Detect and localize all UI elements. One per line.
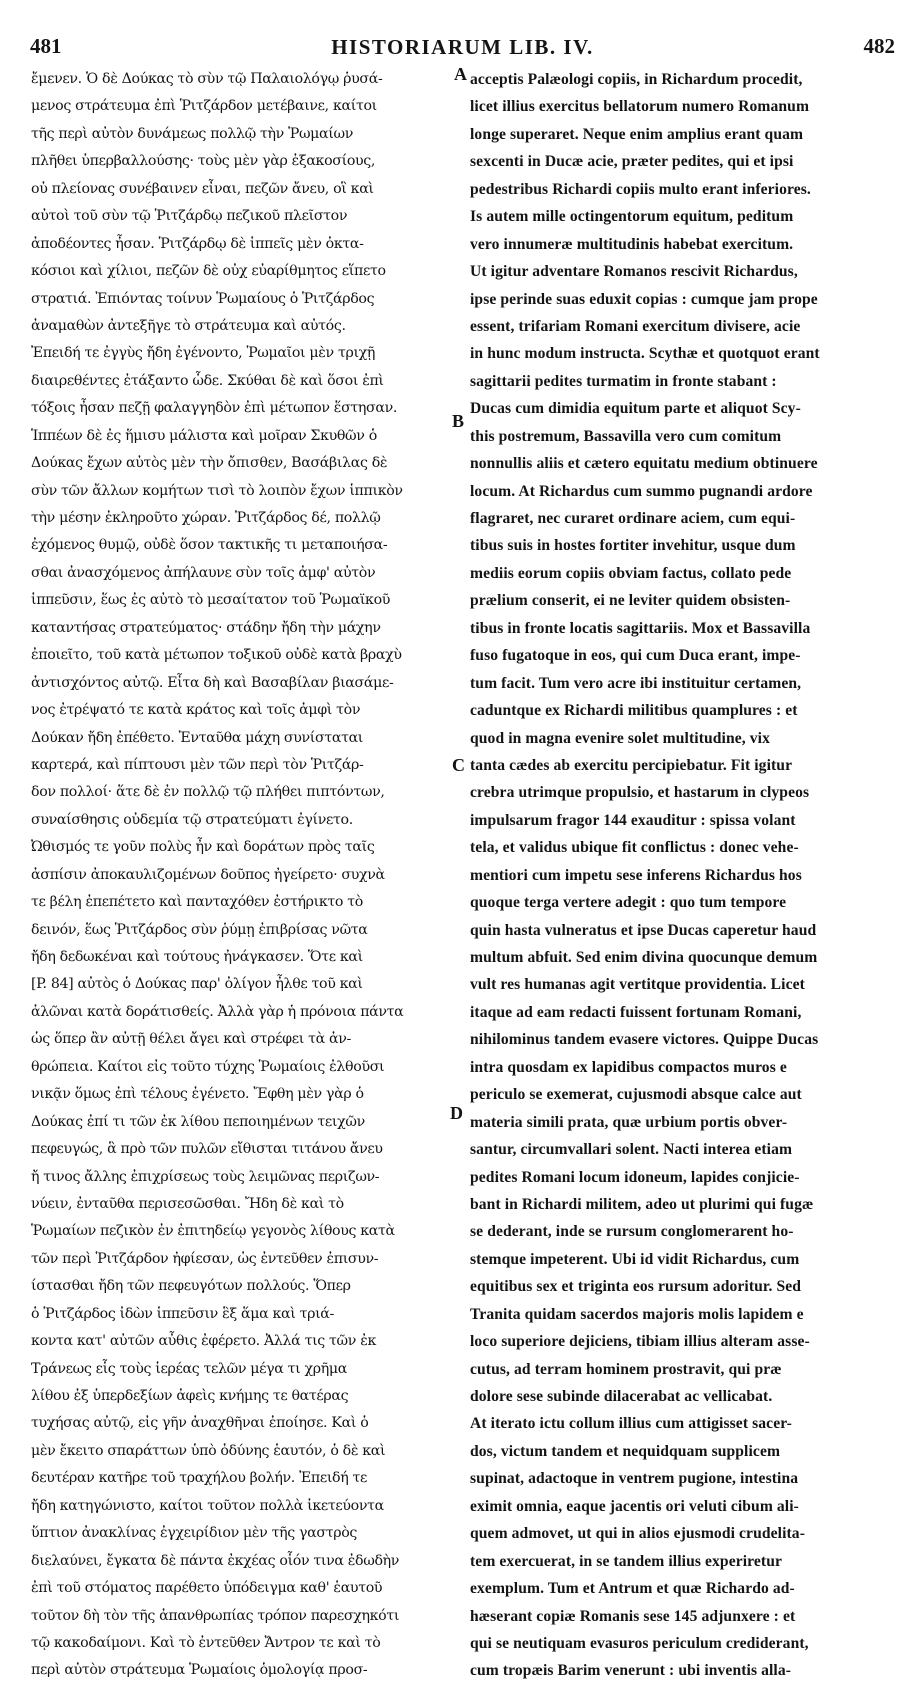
text-line: αὐτοὶ τοῦ σὺν τῷ Ῥιτζάρδῳ πεζικοῦ πλεῖστον: [31, 208, 348, 225]
running-title: HISTORIARUM LIB. IV.: [331, 35, 594, 59]
text-line: supinat, adactoque in ventrem pugione, intestina: [470, 1470, 799, 1488]
text-line: περὶ αὐτὸν στράτευμα Ῥωμαίοις ὁμολογίᾳ προσ-: [31, 1662, 368, 1679]
text-line: σθαι ἀνασχόμενος ἀπήλαυνε σὺν τοῖς ἀμφ' αὐτὸν: [31, 564, 376, 581]
page-number-right: 482: [863, 34, 895, 58]
text-line: ἤδη δεδωκέναι καὶ τούτους ἠνάγκασεν. Ὅτε καὶ: [31, 949, 363, 965]
text-line: tum facit. Tum vero acre ibi instituitur certamen,: [470, 674, 802, 692]
text-line: tanta cædes ab exercitu percipiebatur. Fit igitur: [470, 756, 793, 774]
text-line: materia simili prata, quæ urbium portis obver-: [470, 1113, 788, 1131]
margin-letter-a: A: [454, 64, 467, 84]
text-line: ἐποιεῖτο, τοῦ κατὰ μέτωπον τοξικοῦ οὐδὲ κατὰ βραχὺ: [31, 647, 402, 664]
text-line: δευτέραν κατῆρε τοῦ τραχήλου βολήν. Ἐπειδή τε: [31, 1470, 368, 1487]
text-line: dos, victum tandem et nequidquam supplicem: [470, 1442, 781, 1460]
text-line: κοντα κατ' αὐτῶν αὖθις ἐφέρετο. Ἀλλά τις τῶν ἐκ: [31, 1333, 376, 1350]
margin-letter-b: B: [452, 411, 465, 431]
text-line: intra quosdam ex lapidibus compactos muros e: [470, 1058, 787, 1076]
text-line: Ut igitur adventare Romanos rescivit Richardus,: [470, 263, 798, 281]
text-line: loco superiore dejiciens, tibiam illius alteram asse-: [470, 1333, 810, 1351]
text-line: ἤδη κατηγώνιστο, καίτοι τοῦτον πολλὰ ἱκετεύοντα: [31, 1497, 384, 1514]
text-line: νικᾷν ὅμως ἐπὶ τέλους ἐγένετο. Ἔφθη μὲν γὰρ ὁ: [31, 1086, 364, 1103]
text-line: Tranita quidam sacerdos majoris molis lapidem e: [470, 1305, 804, 1323]
text-line: ἤ τινος ἄλλης ἐπιχρίσεως τοὺς λειμῶνας περιζων-: [31, 1168, 380, 1185]
text-line: this postremum, Bassavilla vero cum comitum: [470, 427, 782, 445]
text-line: periculo se exemerat, cujusmodi absque calce aut: [470, 1086, 802, 1104]
margin-letter-c: C: [452, 755, 465, 775]
text-line: stemque impeterent. Ubi id vidit Richardus, cum: [470, 1250, 800, 1268]
text-line: licet illius exercitus bellatorum numero Romanum: [470, 98, 810, 116]
text-line: καταντήσας στρατεύματος· στάδην ἤδη τὴν μάχην: [31, 619, 381, 636]
text-line: ἀποδέοντες ἦσαν. Ῥιτζάρδῳ δὲ ἱππεῖς μὲν ὀκτα-: [31, 235, 364, 252]
text-line: in hunc modum instructa. Scythæ et quotquot erant: [470, 345, 820, 363]
text-line: τόξοις ἦσαν πεζῇ φαλαγγηδὸν ἐπὶ μέτωπον ἕστησαν.: [31, 400, 398, 417]
text-line: ipse perinde suas eduxit copias : cumque jam prope: [470, 290, 818, 308]
text-line: Is autem mille octingentorum equitum, peditum: [470, 208, 794, 226]
text-line: ὕπτιον ἀνακλίνας ἐγχειρίδιον μὲν τῆς γαστρὸς: [31, 1525, 357, 1542]
text-line: ἀσπίσιν ἀποκαυλιζομένων δοῦπος ἠγείρετο· συχνὰ: [31, 866, 385, 883]
text-line: ἱππεῦσιν, ἕως ἐς αὐτὸ τὸ μεσαίτατον τοῦ Ῥωμαϊκοῦ: [31, 592, 391, 609]
text-line: quod in magna evenire solet multitudine, vix: [470, 729, 770, 747]
text-line: ἀντισχόντος αὐτῷ. Εἶτα δὴ καὶ Βασαβίλαν βιασάμε-: [31, 674, 394, 691]
text-line: δον πολλοί· ἅτε δὲ ἐν πολλῷ τῷ πλήθει πιπτόντων,: [31, 784, 385, 801]
text-line: Ἱππέων δὲ ἐς ἥμισυ μάλιστα καὶ μοῖραν Σκυθῶν ὁ: [31, 427, 377, 444]
text-line: tela, et validus ubique fit conflictus : donec vehe-: [470, 839, 799, 857]
text-line: santur, circumvallari solent. Nacti interea etiam: [470, 1141, 793, 1159]
text-line: Δούκαν ἤδη ἐπέθετο. Ἐνταῦθα μάχη συνίσταται: [31, 729, 364, 746]
text-line: pedestribus Richardi copiis multo erant inferiores.: [470, 180, 811, 198]
text-line: καρτερά, καὶ πίπτουσι μὲν τῶν περὶ τὸν Ῥιτζάρ-: [31, 756, 364, 773]
text-line: sexcenti in Ducæ acie, præter pedites, qui et ipsi: [470, 153, 794, 171]
text-line: δεινόν, ἕως Ῥιτζάρδος σὺν ῥύμῃ ἐπιβρίσας νῶτα: [31, 921, 368, 938]
text-line: caduntque ex Richardi militibus quamplures : et: [470, 702, 798, 720]
margin-letter-d: D: [450, 1103, 463, 1123]
text-line: ὁ Ῥιτζάρδος ἰδὼν ἱππεῦσιν ἓξ ἅμα καὶ τριά-: [31, 1305, 334, 1322]
text-line: quem admovet, ut qui in alios ejusmodi crudelita-: [470, 1525, 805, 1543]
text-line: nihilominus tandem evasere victores. Quippe Ducas: [470, 1031, 819, 1049]
text-line: τοῦτον δὴ τὸν τῆς ἀπανθρωπίας τρόπον παρεσχηκότι: [31, 1607, 400, 1624]
text-line: κόσιοι καὶ χίλιοι, πεζῶν δὲ οὐχ εὐαρίθμητος εἵπετο: [31, 263, 386, 280]
text-line: hæserant copiæ Romanis sese 145 adjunxere : et: [470, 1607, 796, 1625]
text-line: οὐ πλείονας συνέβαινεν εἶναι, πεζῶν ἄνευ, οἳ καὶ: [31, 180, 374, 197]
text-line: λίθου ἐξ ὑπερδεξίων ἀφεὶς κνήμης τε θατέρας: [31, 1388, 349, 1404]
text-line: nonnullis aliis et cætero equitatu medium obtinuere: [470, 455, 818, 473]
text-line: τῆς περὶ αὐτὸν δυνάμεως πολλῷ τὴν Ῥωμαίων: [31, 125, 353, 142]
text-line: multum abfuit. Sed enim divina quocunque demum: [470, 949, 818, 966]
text-line: flagraret, nec curaret ordinare aciem, cum equi-: [470, 510, 796, 527]
text-line: vult res humanas agit vertitque providentia. Licet: [470, 976, 805, 994]
text-line: Δούκας ἔχων αὐτὸς μὲν τὴν ὄπισθεν, Βασάβιλας δὲ: [31, 455, 388, 472]
page-number-left: 481: [30, 34, 62, 58]
text-line: νύειν, ἐνταῦθα περισεσῶσθαι. Ἤδη δὲ καὶ τὸ: [31, 1195, 344, 1212]
text-line: equitibus sex et triginta eos rursum adoritur. Sed: [470, 1278, 802, 1296]
text-line: ἁλῶναι κατὰ δοράτισθείς. Ἀλλὰ γὰρ ἡ πρόνοια πάντα: [31, 1003, 404, 1020]
text-line: ἐχόμενος θυμῷ, οὐδὲ ὅσον τακτικῆς τι μεταποιήσα-: [31, 537, 388, 554]
text-line: Ὠθισμός τε γοῦν πολὺς ἦν καὶ δοράτων πρὸς ταῖς: [31, 839, 375, 856]
text-line: νος ἐτρέψατό τε κατὰ κράτος καὶ τοῖς ἀμφὶ τὸν: [31, 702, 361, 719]
text-line: exemplum. Tum et Antrum et quæ Richardo ad-: [470, 1580, 795, 1598]
latin-text-column: [470, 66, 891, 1685]
text-line: eximit omnia, eaque jacentis ori veluti cibum ali-: [470, 1497, 799, 1515]
text-line: dolore sese subinde dilacerabat ac vellicabat.: [470, 1388, 773, 1405]
text-line: cum tropæis Barim venerunt : ubi inventis alla-: [470, 1662, 792, 1680]
text-line: ἐπὶ τοῦ στόματος παρέθετο ὑπόδειγμα καθ' ἑαυτοῦ: [31, 1580, 383, 1597]
text-line: Ῥωμαίων πεζικὸν ἐν ἐπιτηδείῳ γεγονὸς λίθους κατὰ: [31, 1223, 395, 1240]
text-line: tibus in fronte locatis sagittariis. Mox et Bassavilla: [470, 619, 811, 637]
text-line: πλῆθει ὑπερβαλλούσης· τοὺς μὲν γὰρ ἑξακοσίους,: [31, 153, 376, 170]
text-line: θρώπεια. Καίτοι εἰς τοῦτο τύχης Ῥωμαίοις ἐλθοῦσι: [31, 1058, 385, 1075]
text-line: longe superaret. Neque enim amplius erant quam: [470, 125, 804, 143]
text-line: locum. At Richardus cum summo pugnandi ardore: [470, 482, 813, 500]
text-line: tem exercuerat, in se tandem illius experiretur: [470, 1552, 783, 1570]
text-line: ίστασθαι ἤδη τῶν πεφευγότων πολλούς. Ὅπερ: [31, 1278, 351, 1295]
text-line: pedites Romani locum idoneum, lapides conjicie-: [470, 1168, 800, 1186]
text-line: ἀναμαθὼν ἀντεξῆγε τὸ στράτευμα καὶ αὐτός.: [31, 317, 346, 334]
text-line: essent, trifariam Romani exercitum divisere, acie: [470, 317, 801, 335]
text-line: Δούκας ἐπί τι τῶν ἐκ λίθου πεποιημένων τειχῶν: [31, 1113, 365, 1130]
text-line: At iterato ictu collum illius cum attigisset sacer-: [470, 1415, 792, 1433]
text-line: quoque terga vertere adegit : quo tum tempore: [470, 894, 787, 912]
text-line: vero innumeræ multitudinis habebat exercitum.: [470, 235, 794, 253]
text-line: τυχήσας αὐτῷ, εἰς γῆν ἀναχθῆναι ἐποίησε. Καὶ ὁ: [31, 1415, 369, 1432]
text-line: στρατιά. Ἐπιόντας τοίνυν Ῥωμαίους ὁ Ῥιτζάρδος: [31, 290, 375, 307]
running-header: [30, 34, 895, 64]
text-line: se dederant, inde se rursum conglomerarent ho-: [470, 1223, 794, 1241]
text-line: πεφευγώς, ἃ πρὸ τῶν πυλῶν εἴθισται τιτάνου ἄνευ: [31, 1141, 383, 1158]
text-line: impulsarum fragor 144 exauditur : spissa volant: [470, 811, 796, 829]
text-line: διαιρεθέντες ἐτάξαντο ὧδε. Σκύθαι δὲ καὶ ὅσοι ἐπὶ: [31, 372, 384, 389]
text-line: σὺν τῶν ἄλλων κομήτων τισὶ τὸ λοιπὸν ἔχων ἱππικὸν: [31, 482, 403, 499]
text-line: qui se neutiquam evasuros periculum crediderant,: [470, 1634, 809, 1652]
text-line: ὡς ὅπερ ἂν αὐτῇ θέλει ἄγει καὶ στρέφει τὰ ἀν-: [31, 1031, 351, 1048]
text-line: τῶν περὶ Ῥιτζάρδον ἠφίεσαν, ὡς ἐντεῦθεν ἐπισυν-: [31, 1250, 379, 1267]
text-line: τε βέλη ἐπεπέτετο καὶ πανταχόθεν ἐστήρικτο τὸ: [31, 894, 363, 911]
text-line: μενος στράτευμα ἐπὶ Ῥιτζάρδον μετέβαινε, καίτοι: [31, 98, 377, 115]
text-line: crebra utrimque propulsio, et hastarum in clypeos: [470, 784, 810, 802]
text-line: Ducas cum dimidia equitum parte et aliquot Scy-: [470, 400, 801, 418]
text-line: Τράνεως εἷς τοὺς ἱερέας τελῶν μέγα τι χρῆμα: [31, 1360, 348, 1377]
text-line: prælium conserit, ei ne leviter quidem obsisten-: [470, 592, 791, 610]
text-line: bant in Richardi militem, adeo ut plurimi qui fugæ: [470, 1195, 814, 1213]
text-line: μὲν ἔκειτο σπαράττων ὑπὸ ὀδύνης ἑαυτόν, ὁ δὲ καὶ: [31, 1442, 386, 1459]
text-line: mentiori cum impetu sese inferens Richardus hos: [470, 866, 802, 884]
text-line: διελαύνει, ἔγκατα δὲ πάντα ἐκχέας οἷόν τινα ἐδωδὴν: [31, 1552, 400, 1569]
text-line: itaque ad eam redacti fuissent fortunam Romani,: [470, 1003, 802, 1021]
text-line: συναίσθησις οὐδεμία τῷ στρατεύματι ἐγίνετο.: [31, 811, 353, 828]
text-line: fuso fugatoque in eos, qui cum Duca erant, impe-: [470, 647, 801, 665]
text-line: Ἐπειδή τε ἐγγὺς ἤδη ἐγένοντο, Ῥωμαῖοι μὲν τριχῇ: [31, 345, 376, 362]
text-line: acceptis Palæologi copiis, in Richardum procedit,: [470, 71, 803, 88]
text-line: τῷ κακοδαίμονι. Καὶ τὸ ἐντεῦθεν Ἄντρον τε καὶ τὸ: [31, 1634, 381, 1651]
text-line: quin hasta vulneratus et ipse Ducas caperetur haud: [470, 921, 817, 939]
text-line: sagittarii pedites turmatim in fronte stabant :: [470, 372, 777, 390]
text-line: [P. 84] αὐτὸς ὁ Δούκας παρ' ὀλίγον ἦλθε τοῦ καὶ: [31, 976, 363, 993]
text-line: τὴν μέσην ἐκληροῦτο χώραν. Ῥιτζάρδος δέ, πολλῷ: [31, 510, 381, 526]
greek-text-column: [31, 66, 453, 1685]
text-line: ἔμενεν. Ὁ δὲ Δούκας τὸ σὺν τῷ Παλαιολόγῳ ῥυσά-: [31, 71, 383, 87]
text-line: cutus, ad terram hominem prostravit, qui præ: [470, 1360, 782, 1378]
text-line: mediis eorum copiis obviam factus, collato pede: [470, 564, 792, 582]
text-line: tibus suis in hostes fortiter invehitur, usque dum: [470, 537, 796, 555]
